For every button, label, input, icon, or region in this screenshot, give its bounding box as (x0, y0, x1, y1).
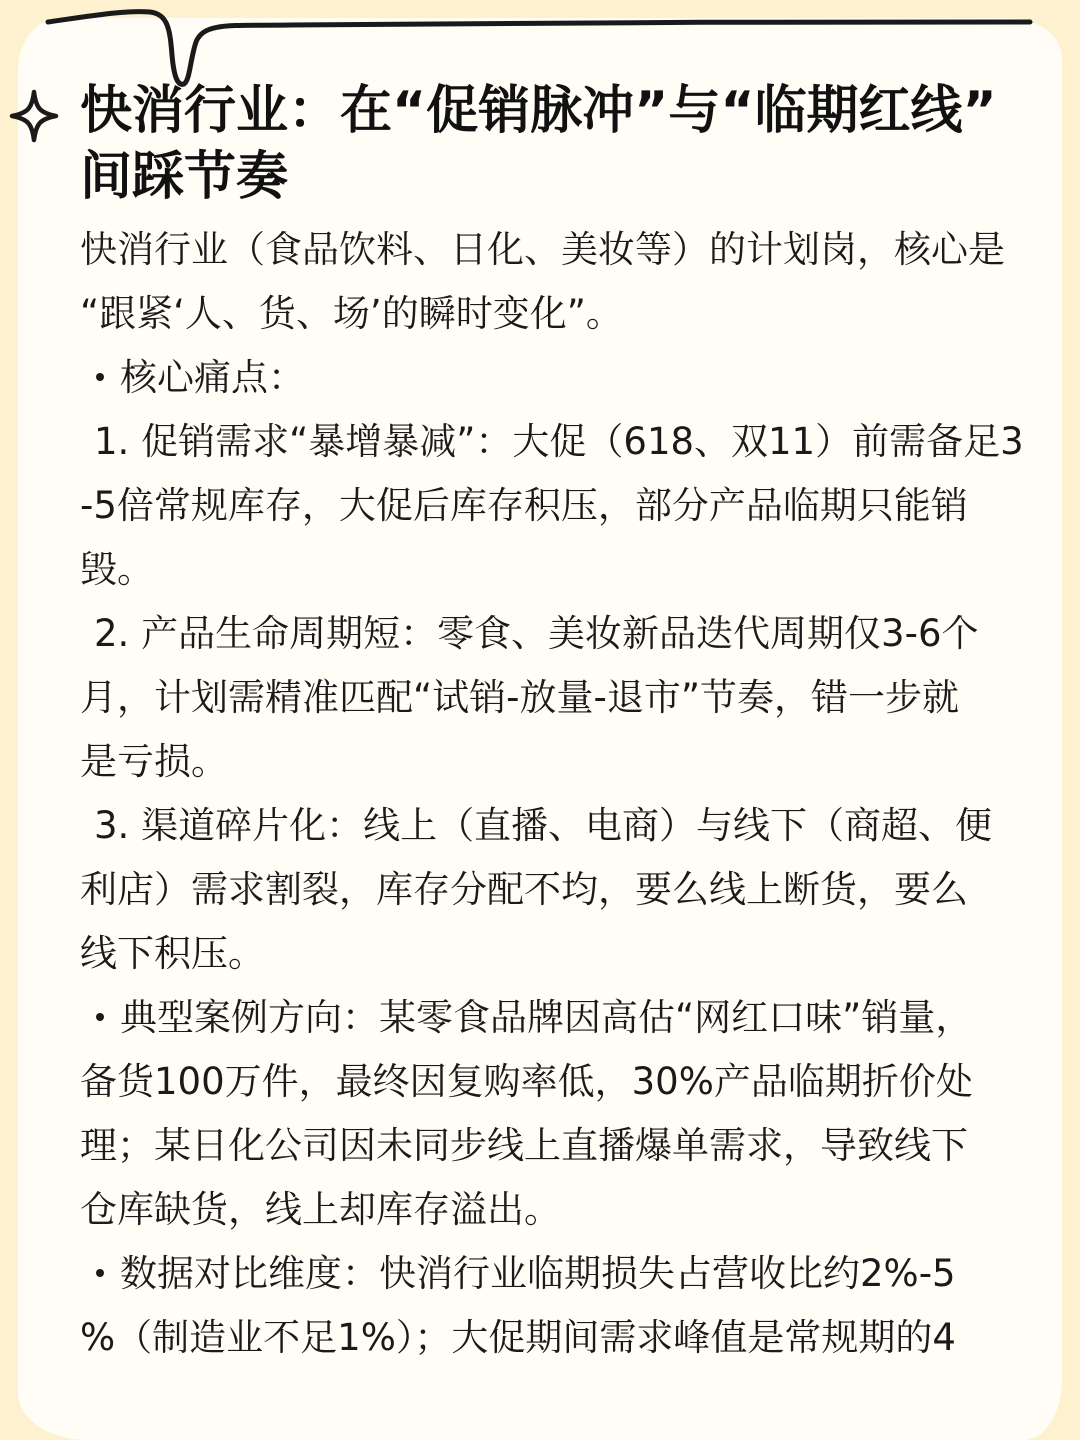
case-line-1-text: 典型案例方向：某零食品牌因高估“网红口味”销量， (120, 996, 973, 1039)
intro-line-1: 快消行业（食品饮料、日化、美妆等）的计划岗，核心是 (80, 228, 1005, 271)
pain-point-2-line-3: 是亏损。 (80, 740, 228, 783)
data-compare-line-1-text: 数据对比维度：快消行业临期损失占营收比约2%-5 (120, 1252, 956, 1295)
data-compare-line-1 (80, 1242, 1010, 1306)
pain-point-3-line-3: 线下积压。 (80, 932, 265, 975)
pain-point-1-line-2: -5倍常规库存，大促后库存积压，部分产品临期只能销 (80, 484, 968, 527)
pain-point-3-line-2: 利店）需求割裂，库存分配不均，要么线上断货，要么 (80, 868, 968, 911)
case-line-2: 备货100万件，最终因复购率低，30%产品临期折价处 (80, 1060, 973, 1103)
case-line-3: 理；某日化公司因未同步线上直播爆单需求，导致线下 (80, 1124, 968, 1167)
page-title (80, 78, 1040, 210)
bullet-dot-icon (96, 1013, 104, 1021)
pain-point-2-line-2: 月，计划需精准匹配“试销-放量-退市”节奏，错一步就 (80, 676, 960, 719)
intro-line-2: “跟紧‘人、货、场’的瞬时变化”。 (80, 292, 623, 335)
case-line-1 (80, 986, 1010, 1050)
pain-point-1-line-1: 1. 促销需求“暴增暴减”：大促（618、双11）前需备足3 (94, 420, 1024, 463)
pain-point-1-line-3: 毁。 (80, 548, 154, 591)
bullet-dot-icon (96, 373, 104, 381)
pain-point-2-line-1: 2. 产品生命周期短：零食、美妆新品迭代周期仅3-6个 (94, 612, 979, 655)
pain-points-heading-text: 核心痛点： (120, 356, 305, 399)
case-line-4: 仓库缺货，线上却库存溢出。 (80, 1188, 561, 1231)
pain-points-heading (80, 346, 1010, 410)
title-line-1: 快消行业：在“促销脉冲”与“临期红线” (80, 81, 997, 141)
sparkle-icon (8, 88, 60, 144)
article-body (80, 218, 1024, 1370)
data-compare-line-2: %（制造业不足1%）；大促期间需求峰值是常规期的4 (80, 1316, 956, 1359)
title-line-2: 间踩节奏 (80, 147, 289, 207)
bullet-dot-icon (96, 1269, 104, 1277)
pain-point-3-line-1: 3. 渠道碎片化：线上（直播、电商）与线下（商超、便 (94, 804, 993, 847)
